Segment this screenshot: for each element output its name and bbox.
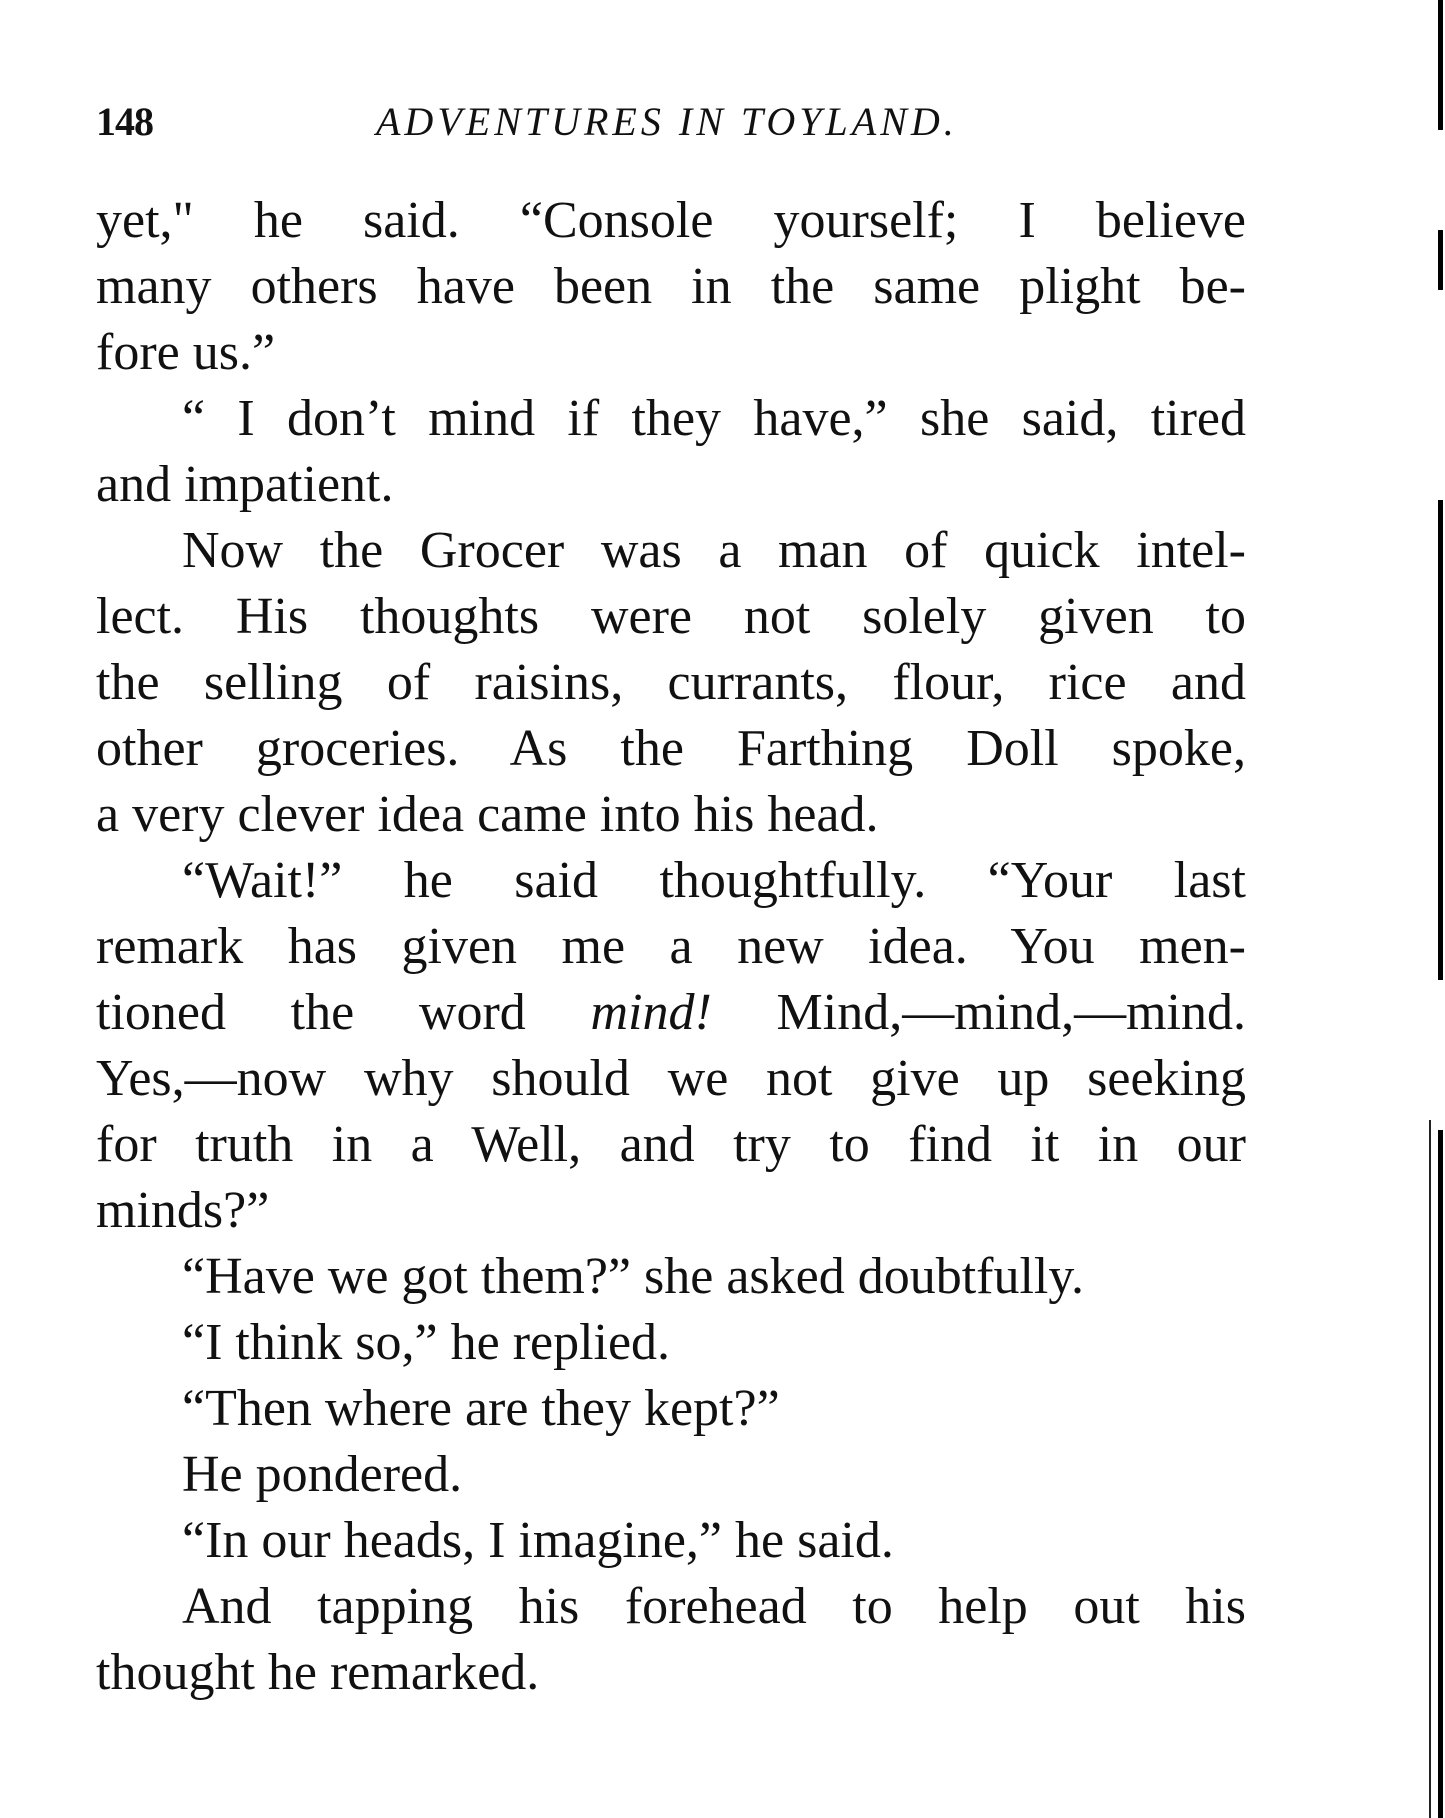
text-line: yet," he said. “Console yourself; I believe xyxy=(96,192,1246,249)
text-line: He pondered. xyxy=(182,1446,463,1503)
text-segment: tioned the word xyxy=(96,984,591,1041)
scan-edge-border xyxy=(1438,0,1443,1818)
text-line: and impatient. xyxy=(96,456,394,513)
running-title: ADVENTURES IN TOYLAND. xyxy=(376,99,958,144)
text-line: other groceries. As the Farthing Doll spoke, xyxy=(96,720,1246,777)
text-line: Now the Grocer was a man of quick intel- xyxy=(182,522,1246,579)
text-line: “I think so,” he replied. xyxy=(182,1314,671,1371)
text-line: “Have we got them?” she asked doubtfully. xyxy=(182,1248,1085,1305)
text-segment: Mind,—mind,—mind. xyxy=(711,984,1246,1041)
page-number: 148 xyxy=(96,99,153,144)
text-line: “In our heads, I imagine,” he said. xyxy=(182,1512,894,1569)
text-line: many others have been in the same plight be- xyxy=(96,258,1246,315)
scan-edge-line xyxy=(1429,1120,1431,1818)
text-line: “Then where are they kept?” xyxy=(182,1380,780,1437)
text-line-with-italic xyxy=(96,980,1246,1046)
text-line: remark has given me a new idea. You men- xyxy=(96,918,1246,975)
text-line: the selling of raisins, currants, flour, rice and xyxy=(96,654,1246,711)
text-line: for truth in a Well, and try to find it in our xyxy=(96,1116,1246,1173)
text-line: lect. His thoughts were not solely given to xyxy=(96,588,1246,645)
text-line: a very clever idea came into his head. xyxy=(96,786,879,843)
text-line: minds?” xyxy=(96,1182,270,1239)
text-line: Yes,—now why should we not give up seeking xyxy=(96,1050,1246,1107)
body-text xyxy=(96,188,1246,1706)
text-line: fore us.” xyxy=(96,324,276,381)
italic-word: mind! xyxy=(590,984,712,1041)
text-line: “Wait!” he said thoughtfully. “Your last xyxy=(182,852,1246,909)
page-header xyxy=(96,98,1246,158)
text-line: And tapping his forehead to help out his xyxy=(182,1578,1246,1635)
text-line: “ I don’t mind if they have,” she said, tired xyxy=(182,390,1246,447)
text-line: thought he remarked. xyxy=(96,1644,540,1701)
